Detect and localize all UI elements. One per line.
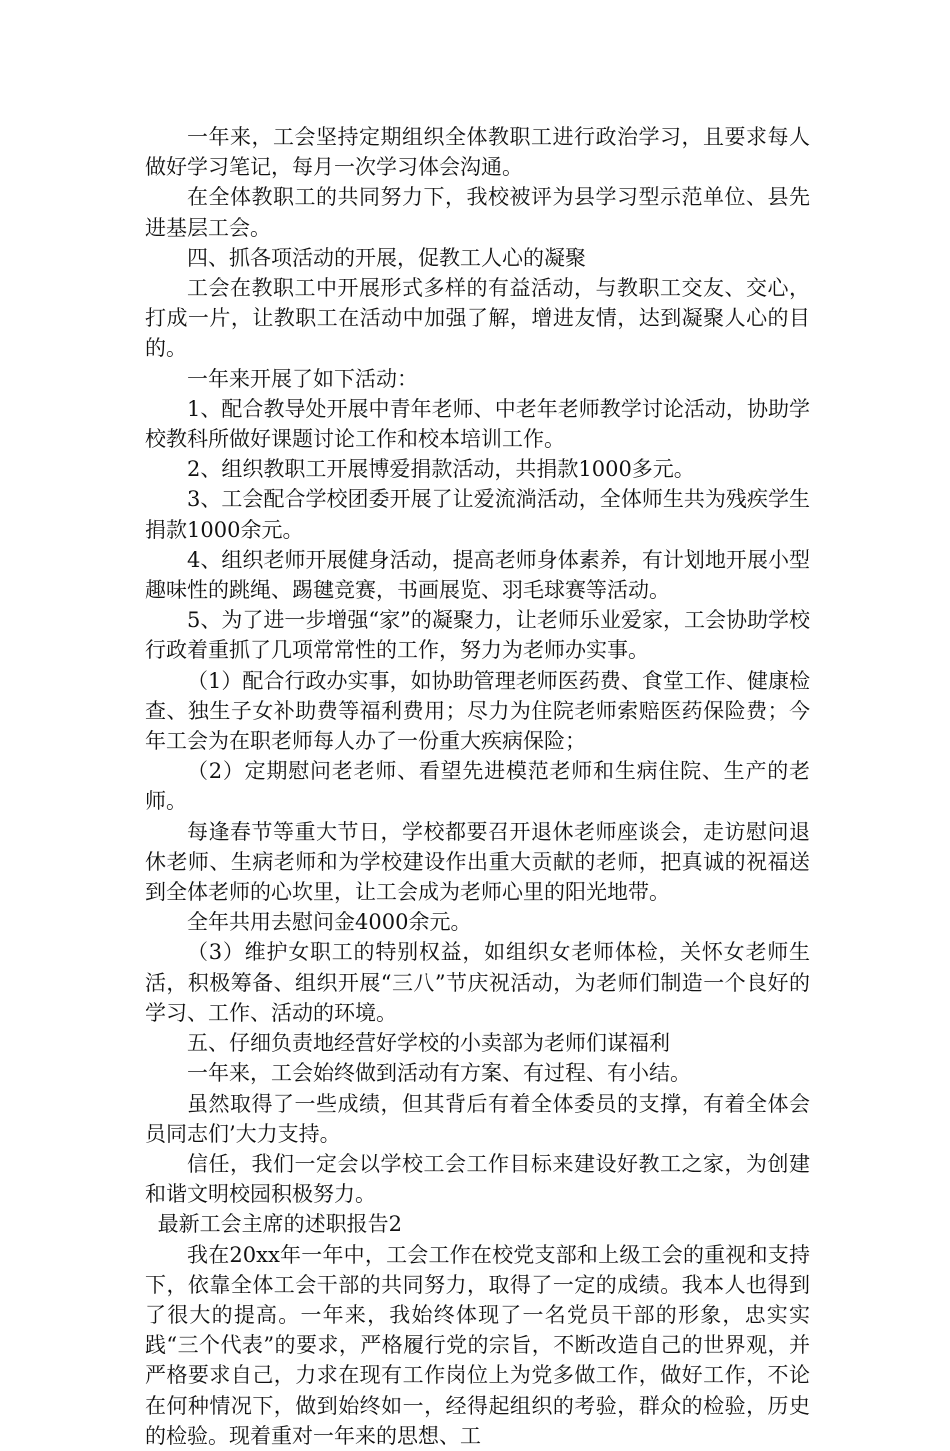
- list-item-3: 3、工会配合学校团委开展了让爱流淌活动，全体师生共为残疾学生捐款1000余元。: [145, 487, 810, 542]
- paragraph-8: 虽然取得了一些成绩，但其背后有着全体委员的支撑，有着全体会员同志们’大力支持。: [145, 1091, 810, 1146]
- paragraph-10: 我在20xx年一年中，工会工作在校党支部和上级工会的重视和支持下，依靠全体工会干部的共同努力，取得了一定的成绩。我本人也得到了很大的提高。一年来，我始终体现了一名党员干部的形象，忠实实践“三个代表”的要求，严格履行党的宗旨，不断改造自己的世界观，并严格要求自己，力求在现有工作岗位上为党多做工作，做好工作，不论在何种情况下，做到始终如一，经得起组织的考验，群众的检验，历史的检验。现着重对一年来的思想、工: [145, 1242, 810, 1448]
- report-title-2: 最新工会主席的述职报告2: [157, 1212, 402, 1237]
- section-heading-4: 四、抓各项活动的开展，促教工人心的凝聚: [187, 245, 586, 270]
- list-item-4: 4、组织老师开展健身活动，提高老师身体素养，有计划地开展小型趣味性的跳绳、踢毽竞赛，书画展览、羽毛球赛等活动。: [145, 547, 810, 603]
- list-item-1: 1、配合教导处开展中青年老师、中老年老师教学讨论活动，协助学校教科所做好课题讨论工作和校本培训工作。: [145, 396, 810, 452]
- paragraph-6: 全年共用去慰问金4000余元。: [187, 910, 472, 935]
- paragraph-4: 一年来开展了如下活动：: [187, 366, 418, 391]
- paragraph-9: 信任，我们一定会以学校工会工作目标来建设好教工之家，为创建和谐文明校园积极努力。: [145, 1151, 810, 1207]
- paragraph-7: 一年来，工会始终做到活动有方案、有过程、有小结。: [187, 1061, 691, 1086]
- document-body: [145, 122, 810, 1451]
- paragraph-2: 在全体教职工的共同努力下，我校被评为县学习型示范单位、县先进基层工会。: [145, 185, 810, 240]
- sub-item-1: （1）配合行政办实事，如协助管理老师医药费、食堂工作、健康检查、独生子女补助费等福利费用；尽力为住院老师索赔医药保险费；今年工会为在职老师每人办了一份重大疾病保险；: [145, 668, 810, 754]
- section-heading-5: 五、仔细负责地经营好学校的小卖部为老师们谋福利: [187, 1031, 670, 1056]
- sub-item-2: （2）定期慰问老老师、看望先进模范老师和生病住院、生产的老师。: [145, 759, 810, 814]
- list-item-2: 2、组织教职工开展博爱捐款活动，共捐款1000多元。: [187, 457, 695, 482]
- sub-item-3: （3）维护女职工的特别权益，如组织女老师体检，关怀女老师生活，积极筹备、组织开展“三八”节庆祝活动，为老师们制造一个良好的学习、工作、活动的环境。: [145, 940, 810, 1025]
- paragraph-3: 工会在教职工中开展形式多样的有益活动，与教职工交友、交心，打成一片，让教职工在活动中加强了解，增进友情，达到凝聚人心的目的。: [145, 276, 810, 361]
- paragraph-5: 每逢春节等重大节日，学校都要召开退休老师座谈会，走访慰问退休老师、生病老师和为学校建设作出重大贡献的老师，把真诚的祝福送到全体老师的心坎里，让工会成为老师心里的阳光地带。: [145, 819, 810, 905]
- paragraph-1: 一年来，工会坚持定期组织全体教职工进行政治学习，且要求每人做好学习笔记，每月一次学习体会沟通。: [145, 125, 810, 180]
- list-item-5: 5、为了进一步增强“家”的凝聚力，让老师乐业爱家，工会协助学校行政着重抓了几项常常性的工作，努力为老师办实事。: [145, 608, 810, 663]
